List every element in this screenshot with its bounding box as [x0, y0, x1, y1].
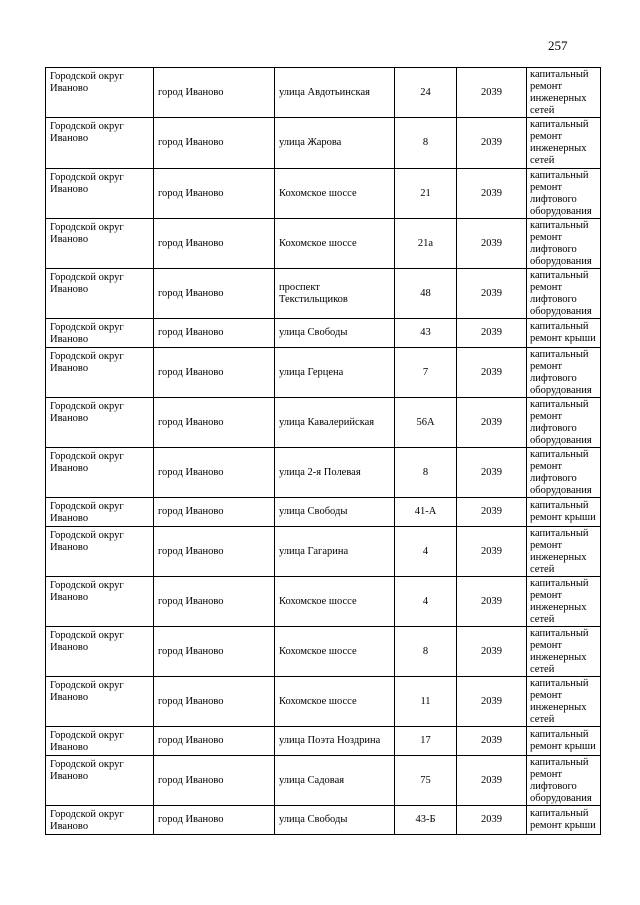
- page-number: 257: [548, 38, 568, 53]
- city-cell: город Иваново: [154, 627, 275, 677]
- year-cell: 2039: [457, 677, 527, 727]
- street-cell: улица Поэта Ноздрина: [275, 727, 395, 756]
- house-cell: 24: [395, 68, 457, 118]
- year-cell: 2039: [457, 398, 527, 448]
- house-cell: 4: [395, 577, 457, 627]
- street-cell: Кохомское шоссе: [275, 677, 395, 727]
- year-cell: 2039: [457, 219, 527, 269]
- district-cell: Городской округ Иваново: [46, 577, 154, 627]
- city-cell: город Иваново: [154, 68, 275, 118]
- house-cell: 56А: [395, 398, 457, 448]
- work-type-cell: капитальный ремонт крыши: [527, 319, 601, 348]
- year-cell: 2039: [457, 498, 527, 527]
- street-cell: улица 2-я Полевая: [275, 448, 395, 498]
- year-cell: 2039: [457, 118, 527, 169]
- district-cell: Городской округ Иваново: [46, 269, 154, 319]
- year-cell: 2039: [457, 806, 527, 835]
- street-cell: улица Кавалерийская: [275, 398, 395, 448]
- city-cell: город Иваново: [154, 269, 275, 319]
- work-type-cell: капитальный ремонт крыши: [527, 498, 601, 527]
- table-row: [46, 448, 601, 498]
- year-cell: 2039: [457, 169, 527, 219]
- table-row: [46, 806, 601, 835]
- table-row: [46, 577, 601, 627]
- year-cell: 2039: [457, 319, 527, 348]
- table-row: [46, 498, 601, 527]
- work-type-cell: капитальный ремонт лифтового оборудования: [527, 219, 601, 269]
- registry-table: [45, 67, 601, 835]
- year-cell: 2039: [457, 269, 527, 319]
- street-cell: Кохомское шоссе: [275, 169, 395, 219]
- city-cell: город Иваново: [154, 577, 275, 627]
- house-cell: 17: [395, 727, 457, 756]
- work-type-cell: капитальный ремонт лифтового оборудования: [527, 756, 601, 806]
- work-type-cell: капитальный ремонт крыши: [527, 806, 601, 835]
- table-row: [46, 319, 601, 348]
- table-row: [46, 627, 601, 677]
- table-row: [46, 727, 601, 756]
- district-cell: Городской округ Иваново: [46, 727, 154, 756]
- table-row: [46, 219, 601, 269]
- district-cell: Городской округ Иваново: [46, 169, 154, 219]
- district-cell: Городской округ Иваново: [46, 627, 154, 677]
- year-cell: 2039: [457, 627, 527, 677]
- work-type-cell: капитальный ремонт инженерных сетей: [527, 527, 601, 577]
- house-cell: 48: [395, 269, 457, 319]
- table-row: [46, 68, 601, 118]
- street-cell: улица Жарова: [275, 118, 395, 169]
- district-cell: Городской округ Иваново: [46, 68, 154, 118]
- work-type-cell: капитальный ремонт инженерных сетей: [527, 577, 601, 627]
- city-cell: город Иваново: [154, 219, 275, 269]
- street-cell: улица Свободы: [275, 498, 395, 527]
- district-cell: Городской округ Иваново: [46, 348, 154, 398]
- year-cell: 2039: [457, 68, 527, 118]
- table-row: [46, 756, 601, 806]
- street-cell: улица Свободы: [275, 806, 395, 835]
- year-cell: 2039: [457, 756, 527, 806]
- district-cell: Городской округ Иваново: [46, 219, 154, 269]
- city-cell: город Иваново: [154, 398, 275, 448]
- street-cell: Кохомское шоссе: [275, 577, 395, 627]
- district-cell: Городской округ Иваново: [46, 527, 154, 577]
- house-cell: 8: [395, 448, 457, 498]
- district-cell: Городской округ Иваново: [46, 118, 154, 169]
- street-cell: улица Герцена: [275, 348, 395, 398]
- district-cell: Городской округ Иваново: [46, 319, 154, 348]
- work-type-cell: капитальный ремонт инженерных сетей: [527, 68, 601, 118]
- city-cell: город Иваново: [154, 498, 275, 527]
- house-cell: 11: [395, 677, 457, 727]
- house-cell: 43: [395, 319, 457, 348]
- city-cell: город Иваново: [154, 806, 275, 835]
- district-cell: Городской округ Иваново: [46, 398, 154, 448]
- table-row: [46, 118, 601, 169]
- work-type-cell: капитальный ремонт инженерных сетей: [527, 677, 601, 727]
- table-row: [46, 169, 601, 219]
- city-cell: город Иваново: [154, 348, 275, 398]
- table-row: [46, 269, 601, 319]
- city-cell: город Иваново: [154, 727, 275, 756]
- city-cell: город Иваново: [154, 319, 275, 348]
- work-type-cell: капитальный ремонт лифтового оборудования: [527, 348, 601, 398]
- street-cell: Кохомское шоссе: [275, 627, 395, 677]
- house-cell: 8: [395, 118, 457, 169]
- work-type-cell: капитальный ремонт инженерных сетей: [527, 118, 601, 169]
- street-cell: проспект Текстильщиков: [275, 269, 395, 319]
- table-row: [46, 527, 601, 577]
- city-cell: город Иваново: [154, 448, 275, 498]
- year-cell: 2039: [457, 348, 527, 398]
- district-cell: Городской округ Иваново: [46, 498, 154, 527]
- street-cell: улица Садовая: [275, 756, 395, 806]
- table-body: [46, 68, 601, 835]
- street-cell: улица Свободы: [275, 319, 395, 348]
- year-cell: 2039: [457, 727, 527, 756]
- table-row: [46, 677, 601, 727]
- house-cell: 4: [395, 527, 457, 577]
- city-cell: город Иваново: [154, 756, 275, 806]
- year-cell: 2039: [457, 527, 527, 577]
- work-type-cell: капитальный ремонт инженерных сетей: [527, 627, 601, 677]
- house-cell: 21: [395, 169, 457, 219]
- table-row: [46, 398, 601, 448]
- street-cell: улица Авдотьинская: [275, 68, 395, 118]
- city-cell: город Иваново: [154, 677, 275, 727]
- year-cell: 2039: [457, 448, 527, 498]
- district-cell: Городской округ Иваново: [46, 756, 154, 806]
- city-cell: город Иваново: [154, 527, 275, 577]
- district-cell: Городской округ Иваново: [46, 806, 154, 835]
- table-row: [46, 348, 601, 398]
- district-cell: Городской округ Иваново: [46, 677, 154, 727]
- house-cell: 21а: [395, 219, 457, 269]
- house-cell: 41-А: [395, 498, 457, 527]
- work-type-cell: капитальный ремонт крыши: [527, 727, 601, 756]
- street-cell: Кохомское шоссе: [275, 219, 395, 269]
- work-type-cell: капитальный ремонт лифтового оборудования: [527, 269, 601, 319]
- year-cell: 2039: [457, 577, 527, 627]
- work-type-cell: капитальный ремонт лифтового оборудования: [527, 398, 601, 448]
- house-cell: 75: [395, 756, 457, 806]
- work-type-cell: капитальный ремонт лифтового оборудования: [527, 169, 601, 219]
- house-cell: 43-Б: [395, 806, 457, 835]
- street-cell: улица Гагарина: [275, 527, 395, 577]
- house-cell: 7: [395, 348, 457, 398]
- work-type-cell: капитальный ремонт лифтового оборудования: [527, 448, 601, 498]
- city-cell: город Иваново: [154, 118, 275, 169]
- city-cell: город Иваново: [154, 169, 275, 219]
- house-cell: 8: [395, 627, 457, 677]
- district-cell: Городской округ Иваново: [46, 448, 154, 498]
